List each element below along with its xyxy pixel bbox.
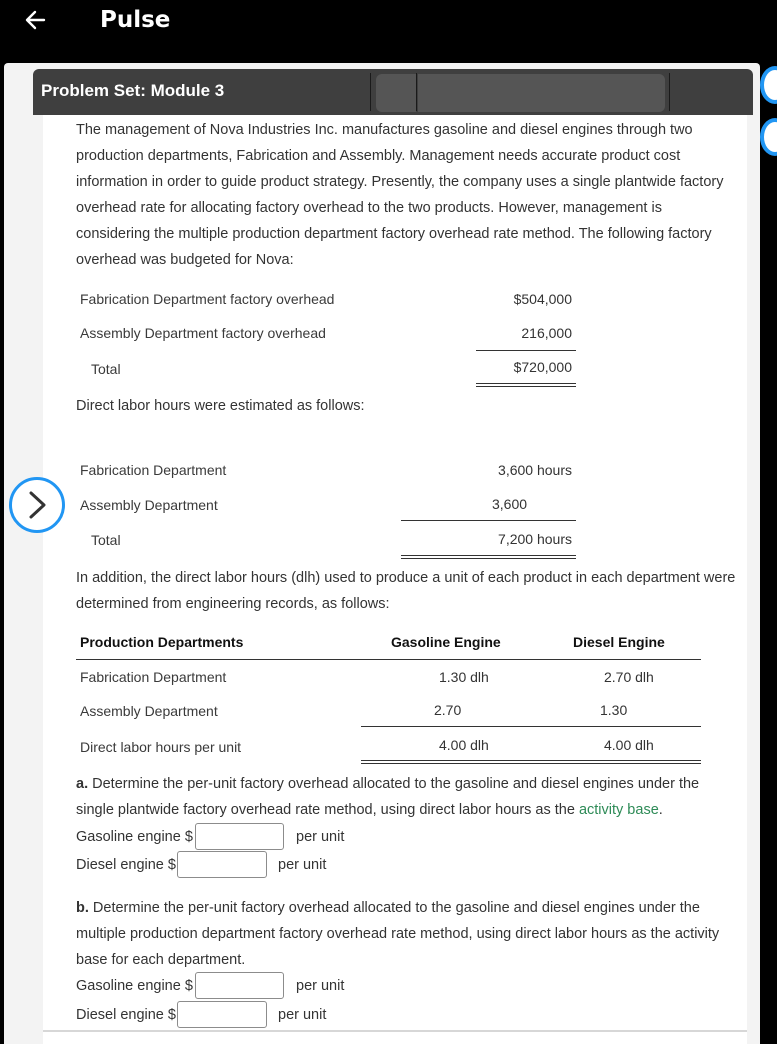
- unit-total-gas: 4.00 dlh: [439, 737, 489, 753]
- side-tool-button[interactable]: [760, 66, 777, 104]
- gas-engine-input-b[interactable]: [195, 972, 284, 999]
- chevron-right-icon: [19, 487, 55, 523]
- double-rule: [401, 558, 576, 559]
- next-button[interactable]: [9, 477, 65, 533]
- intro-paragraph: The management of Nova Industries Inc. manufactures gasoline and diesel engines through two production departments, Fabrication and Assembly. Management needs accurate product cost information in order to guide product strategy. Presently, the company uses a single plantwide factory overhead rate for allocating factory overhead to the two products. However, management is considering the multiple production department factory overhead rate method. The following factory overhead was budgeted for Nova:: [76, 122, 724, 268]
- part-b-letter: b.: [76, 900, 89, 916]
- double-rule: [476, 383, 576, 384]
- column-header: Gasoline Engine: [391, 634, 501, 650]
- unit-row-label: Assembly Department: [80, 703, 218, 719]
- overhead-total-label: Total: [91, 361, 121, 377]
- unit-total-diesel: 4.00 dlh: [604, 737, 654, 753]
- double-rule: [361, 763, 701, 764]
- app-title: Pulse: [100, 7, 171, 33]
- module-title: Problem Set: Module 3: [41, 81, 225, 100]
- rule: [401, 520, 576, 521]
- dlh-total-label: Total: [91, 532, 121, 548]
- diesel-engine-label-b: Diesel engine $: [76, 1007, 176, 1023]
- gas-engine-input-a[interactable]: [195, 823, 284, 850]
- header-divider: [669, 73, 670, 111]
- header-divider: [416, 73, 417, 111]
- part-a-text: Determine the per-unit factory overhead allocated to the gasoline and diesel engines under the single plantwide factory overhead rate method, using direct labor hours as the: [76, 776, 700, 818]
- side-tool-button[interactable]: [760, 118, 777, 156]
- per-unit-label: per unit: [296, 829, 345, 845]
- rule: [476, 350, 576, 351]
- unit-diesel-value: 1.30: [600, 702, 628, 718]
- double-rule: [361, 760, 701, 761]
- dlh-row-label: Fabrication Department: [80, 462, 227, 478]
- header-tab-main[interactable]: [418, 74, 665, 112]
- column-header: Production Departments: [80, 634, 244, 650]
- part-a-letter: a.: [76, 776, 89, 792]
- overhead-total-value: $720,000: [513, 359, 572, 375]
- diesel-engine-label-a: Diesel engine $: [76, 857, 176, 873]
- column-header: Diesel Engine: [573, 634, 665, 650]
- diesel-engine-input-b[interactable]: [177, 1001, 267, 1028]
- unit-intro: In addition, the direct labor hours (dlh) used to produce a unit of each product in each department were determined from engineering records, as follows:: [76, 570, 736, 612]
- gas-engine-label-a: Gasoline engine $: [76, 829, 193, 845]
- app-bar: [0, 0, 777, 58]
- overhead-row-value: 216,000: [521, 325, 572, 341]
- diesel-engine-input-a[interactable]: [177, 851, 267, 878]
- activity-base-link[interactable]: activity base: [578, 802, 659, 818]
- overhead-row-label: Assembly Department factory overhead: [80, 325, 326, 341]
- double-rule: [401, 555, 576, 556]
- part-a-text-end: .: [658, 802, 663, 818]
- dlh-intro: Direct labor hours were estimated as follows:: [76, 398, 365, 414]
- dlh-total-value: 7,200 hours: [498, 531, 572, 547]
- rule: [361, 726, 701, 727]
- unit-total-label: Direct labor hours per unit: [80, 739, 242, 755]
- arrow-left-icon[interactable]: [22, 6, 50, 34]
- unit-row-label: Fabrication Department: [80, 669, 227, 685]
- part-a-question: [76, 771, 740, 823]
- per-unit-label: per unit: [296, 978, 345, 994]
- unit-gas-value: 2.70: [434, 702, 462, 718]
- panel-bottom-edge: [43, 1030, 747, 1044]
- dlh-row-value: 3,600 hours: [498, 462, 572, 478]
- per-unit-label: per unit: [278, 1007, 327, 1023]
- gas-engine-label-b: Gasoline engine $: [76, 978, 193, 994]
- overhead-row-value: $504,000: [513, 291, 572, 307]
- overhead-row-label: Fabrication Department factory overhead: [80, 291, 335, 307]
- part-b-question: [76, 895, 740, 973]
- module-header: [33, 69, 753, 115]
- dlh-row-value: 3,600: [492, 496, 528, 512]
- part-b-text: Determine the per-unit factory overhead allocated to the gasoline and diesel engines under the multiple production department factory overhead rate method, using direct labor hours as the activity base for each department.: [76, 900, 720, 968]
- per-unit-label: per unit: [278, 857, 327, 873]
- unit-diesel-value: 2.70 dlh: [604, 669, 654, 685]
- header-divider: [370, 73, 371, 111]
- unit-gas-value: 1.30 dlh: [439, 669, 489, 685]
- rule: [76, 659, 701, 660]
- double-rule: [476, 386, 576, 387]
- dlh-row-label: Assembly Department: [80, 497, 218, 513]
- header-tab-left[interactable]: [376, 74, 416, 112]
